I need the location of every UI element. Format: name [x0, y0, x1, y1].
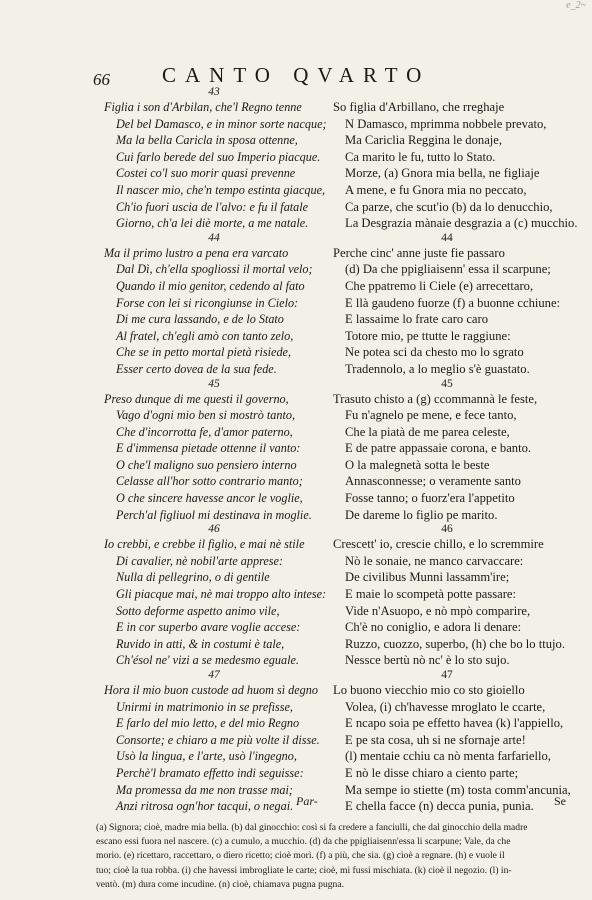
verse-line: E maie lo scompetà potte passare: [345, 587, 517, 602]
stanza-number: 45 [441, 377, 453, 390]
verse-line: Ruzzo, cuozzo, superbo, (h) che bo lo ttujo. [345, 636, 565, 651]
neapolitan-text-column [333, 86, 578, 815]
verse-line: (l) mentaie cchiu ca nò menta farfariello, [345, 749, 551, 764]
verse-line: Vago d'ogni mio ben si mostrò tanto, [116, 408, 295, 423]
footnote-line: morio. (e) ricettaro, raccettaro, o diero ricetto; cioè morì. (f) a più, che sia. (g) cioè a regnare. (h) e vuole il [96, 850, 505, 862]
stanza-number: 46 [441, 523, 453, 536]
stanza-number: 46 [208, 523, 220, 536]
verse-line: Preso dunque di me questi il governo, [104, 391, 289, 406]
verse-line: Cui farlo berede del suo Imperio piacque. [116, 149, 321, 164]
verse-line: Ch'ésol ne' vizi a se medesmo eguale. [116, 653, 299, 668]
verse-line: Ma la bella Caricla in sposa ottenne, [116, 133, 298, 148]
verse-line: Nessce bertù nò nc' è lo sto sujo. [345, 653, 510, 668]
verse-line: O che sincere havesse ancor le voglie, [116, 491, 303, 506]
page-number: 66 [93, 70, 110, 89]
italian-stanza [104, 232, 324, 378]
verse-line: Costei co'l suo morir quasi prevenne [116, 166, 296, 181]
verse-line: Di me cura lassando, e de lo Stato [116, 312, 284, 327]
verse-line: Che se in petto mortal pietà risiede, [116, 345, 292, 360]
italian-text-column [104, 86, 327, 815]
verse-line: Fosse tanno; o fuorz'era l'appetito [345, 491, 515, 506]
verse-line: Io crebbi, e crebbe il figlio, e mai nè stile [104, 537, 305, 552]
verse-line: Ch'io fuori uscia de l'alvo: e fu il fatale [116, 199, 309, 214]
verse-line: Crescett' io, crescie chillo, e lo scremmire [333, 537, 544, 552]
verse-line: Il nascer mio, che'n tempo estinta giacque, [116, 182, 326, 197]
verse-line: Annasconnesse; o veramente santo [345, 474, 521, 489]
verse-line: E farlo del mio letto, e del mio Regno [116, 716, 300, 731]
verse-line: Lo buono viecchio mio co sto gioiello [333, 683, 525, 697]
verse-line: Esser certo dovea de la sua fede. [116, 361, 277, 376]
italian-stanza [104, 669, 324, 815]
verse-line: Sotto deforme aspetto animo vile, [116, 603, 280, 618]
verse-line: Consorte; e chiaro a me più volte il disse. [116, 732, 320, 747]
verse-line: Quando il mio genitor, cedendo al fato [116, 278, 305, 293]
verse-line: Che la piatà de me parea celeste, [345, 424, 510, 439]
verse-line: Ca parze, che scut'io (b) da lo denucchio, [345, 199, 553, 214]
verse-line: Tradennolo, a lo meglio s'è guastato. [345, 361, 530, 376]
verse-line: Ma Cariclia Reggina le donaje, [345, 133, 503, 148]
verse-line: Totore mio, pe ttutte le raggiune: [345, 328, 511, 343]
verse-line: Unirmi in matrimonio in se prefisse, [116, 699, 293, 714]
verse-line: Che d'incorrotta fe, d'amor paterno, [116, 424, 293, 439]
stanza-number [333, 86, 561, 99]
verse-line: Ne potea sci da chesto mo lo sgrato [345, 345, 524, 360]
verse-line: A mene, e fu Gnora mia no peccato, [345, 182, 527, 197]
verse-line: Morze, (a) Gnora mia bella, ne figliaje [345, 166, 540, 181]
verse-line: E de patre appassaie corona, e banto. [345, 441, 532, 456]
verse-line: Al fratel, ch'egli amò con tanto zelo, [116, 328, 294, 343]
verse-line: Ma sempe io stiette (m) tosta comm'ancunia, [345, 782, 571, 797]
stanza-number: 47 [208, 669, 220, 681]
italian-stanza [104, 86, 327, 232]
stanza-number: 45 [208, 377, 220, 390]
verse-line: Anzi ritrosa ogn'hor tacqui, o negai. [116, 799, 294, 814]
verse-line: Dal Dì, ch'ella spogliossi il mortal velo; [116, 262, 313, 277]
neapolitan-stanza [333, 86, 578, 232]
verse-line: So figlia d'Arbillano, che rreghaje [333, 100, 505, 114]
verse-line: Forse con lei si ricongiunse in Cielo: [116, 295, 299, 310]
stanza-number: 44 [441, 231, 453, 244]
verse-line: Vide n'Asuopo, e nò mpò comparire, [345, 603, 531, 618]
catchword-left: Par- [296, 794, 318, 808]
neapolitan-stanza [333, 378, 561, 524]
verse-line: De civilibus Munni lassamm'ire; [345, 570, 510, 585]
verse-line: E in cor superbo avare voglie accese: [116, 620, 301, 635]
verse-line: Perchè'l bramato effetto indi seguisse: [116, 765, 304, 780]
verse-line: Che ppatremo li Ciele (e) arrecettaro, [345, 278, 534, 293]
verse-line: E llà gaudeno fuorze (f) a buonne cchiune: [345, 295, 561, 310]
verse-line: E chella facce (n) decca punia, punia. [345, 799, 534, 814]
verse-line: Gli piacque mai, nè mai troppo alto intese: [116, 587, 327, 602]
verse-line: Figlia i son d'Arbilan, che'l Regno tenne [104, 100, 302, 114]
verse-line: Del bel Damasco, e in minor sorte nacque; [116, 116, 327, 131]
verse-line: Ch'è no coniglio, e adora li denare: [345, 620, 522, 635]
verse-line: Ma il primo lustro a pena era varcato [104, 245, 289, 260]
verse-line: Di cavalier, nè nobil'arte apprese: [116, 553, 283, 568]
verse-line: E lassaime lo frate caro caro [345, 312, 489, 327]
verse-line: (d) Da che ppigliaisenn' essa il scarpune; [345, 262, 551, 277]
neapolitan-stanza [333, 669, 571, 815]
verse-line: Trasuto chisto a (g) ccommannà le feste, [333, 391, 538, 406]
footnote-line: (a) Signora; cioè, madre mia bella. (b) dal ginocchio: così si fa credere a fanciulli, che dal ginocchio della madre [96, 822, 528, 833]
verse-line: E d'immensa pietade ottenne il vanto: [116, 441, 301, 456]
verse-line: N Damasco, mprimma nobbele prevato, [345, 116, 547, 131]
catchword-right: Se [554, 794, 566, 808]
verse-line: Ma promessa da me non trasse mai; [116, 782, 293, 797]
verse-line: Usò la lingua, e l'arte, usò l'ingegno, [116, 749, 297, 764]
verse-line: E pe sta cosa, uh si ne sfornaje arte! [345, 732, 526, 747]
verse-line: Hora il mio buon custode ad huom sì degno [104, 683, 318, 697]
verse-line: Perch'al figliuol mi destinava in moglie. [116, 507, 312, 522]
italian-stanza [104, 523, 327, 669]
verse-line: Fu n'agnelo pe mene, e fece tanto, [345, 408, 517, 423]
verse-line: Ruvido in atti, & in costumi è tale, [116, 636, 285, 651]
verse-line: Nulla di pellegrino, o di gentile [116, 570, 270, 585]
verse-line: Nò le sonaie, ne manco carvaccare: [345, 553, 524, 568]
verse-line: Ca marito le fu, tutto lo Stato. [345, 149, 496, 164]
stanza-number: 47 [441, 669, 453, 681]
italian-stanza [104, 378, 324, 524]
verse-line: E ncapo soia pe effetto havea (k) l'appiello, [345, 716, 564, 731]
verse-line: Perche cinc' anne juste fie passaro [333, 245, 505, 260]
neapolitan-stanza [333, 523, 565, 669]
verse-line: O che'l maligno suo pensiero interno [116, 457, 297, 472]
verse-line: Giorno, ch'a lei diè morte, a me natale. [116, 216, 309, 231]
verse-line: Volea, (i) ch'havesse mroglato le ccarte, [345, 699, 546, 714]
corner-mark: e_2~ [566, 0, 586, 11]
footnote-line: tuo; cioè la tua robba. (i) che havessi imbrogliate le carte; cioè, mi fussi mischiata. (k) cioè il negozio. (l) in- [96, 864, 512, 876]
stanza-number: 43 [208, 86, 220, 98]
verse-line: Celasse all'hor sotto contrario manto; [116, 474, 303, 489]
stanza-number: 44 [208, 231, 220, 244]
footnote-line: ventò. (m) dura come incudine. (n) cioè, chiamava pugna pugna. [96, 878, 345, 890]
footnote-line: escano essi fuora nel nascere. (c) a cumulo, a mucchio. (d) da che ppigliaisenn'essa li scarpune; Vale, da che [96, 836, 511, 848]
verse-line: O la malegnetà sotta le beste [345, 457, 490, 472]
verse-line: De dareme lo figlio pe marito. [345, 507, 498, 522]
verse-line: E nò le disse chiaro a ciento parte; [345, 765, 519, 780]
page-title: CANTO QVARTO [162, 63, 431, 87]
neapolitan-stanza [333, 232, 561, 378]
verse-line: La Desgrazia mànaie desgrazia a (c) mucchio. [345, 216, 578, 231]
footnotes [96, 821, 566, 892]
